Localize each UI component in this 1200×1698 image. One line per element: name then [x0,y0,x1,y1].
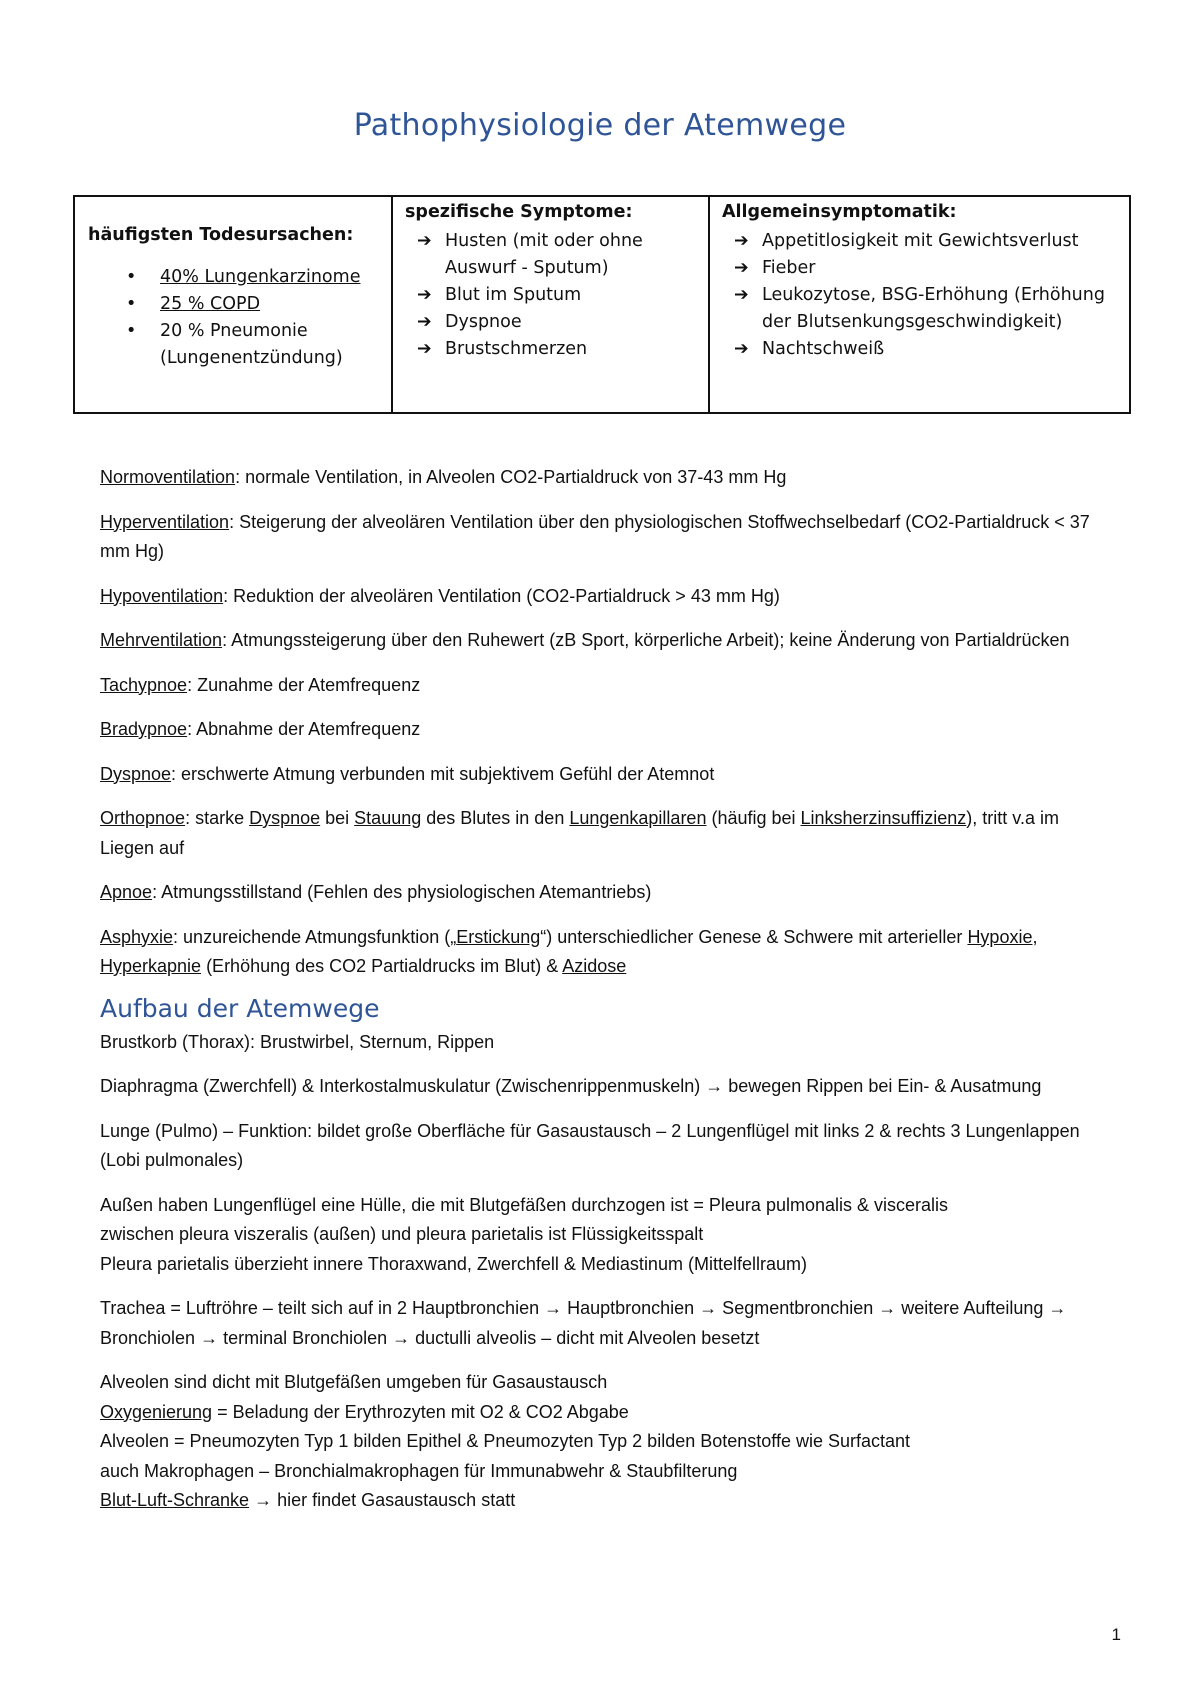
section-heading: Aufbau der Atemwege [100,993,380,1023]
definition-bradypnoe: Bradypnoe: Abnahme der Atemfrequenz [100,719,421,739]
paragraph-diaphragma: Diaphragma (Zwerchfell) & Interkostalmuskulatur (Zwischenrippenmuskeln) → bewegen Rippen bei Ein- & Ausatmung [100,1076,1042,1096]
list-item: ➔ Husten (mit oder ohne Auswurf - Sputum) [405,228,708,282]
definition-orthopnoe: Orthopnoe: starke Dyspnoe bei Stauung des Blutes in den Lungenkapillaren (häufig bei Linksherzinsuffizienz), tritt v.a im Liegen auf [100,808,1059,858]
arrow-right-icon: ➔ [417,312,432,332]
arrow-right-icon: ➔ [734,285,749,305]
arrow-right-icon: ➔ [734,339,749,359]
list-item: • 40% Lungenkarzinome [88,264,391,291]
specific-symptoms-list [405,228,708,363]
definition-hypoventilation: Hypoventilation: Reduktion der alveolären Ventilation (CO2-Partialdruck > 43 mm Hg) [100,585,780,606]
arrow-right-icon: ➔ [734,231,749,251]
definition-hyperventilation: Hyperventilation: Steigerung der alveolären Ventilation über den physiologischen Stoffwechselbedarf (CO2-Partialdruck < 37 mm Hg) [100,511,1090,561]
definition-tachypnoe: Tachypnoe: Zunahme der Atemfrequenz [100,674,421,695]
list-item: ➔ Appetitlosigkeit mit Gewichtsverlust [722,228,1129,255]
list-item: ➔ Nachtschweiß [722,336,1129,363]
table-cell-specific-symptoms [391,197,708,412]
arrow-right-icon: ➔ [417,231,432,251]
list-item: ➔ Brustschmerzen [405,336,708,363]
general-symptoms-list [722,228,1129,363]
definition-dyspnoe: Dyspnoe: erschwerte Atmung verbunden mit subjektivem Gefühl der Atemnot [100,763,715,784]
list-item: ➔ Fieber [722,255,1129,282]
table-cell-general-symptoms [708,197,1129,412]
page-title: Pathophysiologie der Atemwege [353,108,847,143]
paragraph-thorax: Brustkorb (Thorax): Brustwirbel, Sternum, Rippen [100,1031,495,1052]
paragraph-alveolen: Alveolen sind dicht mit Blutgefäßen umgeben für Gasaustausch Oxygenierung = Beladung der Erythrozyten mit O2 & CO2 Abgabe Alveolen = Pneumozyten Typ 1 bilden Epithel & Pneumozyten Typ 2 bilden Botenstoffe wie Surfactant auch Makrophagen – Bronchialmakrophagen für Immunabwehr & Staubfilterung Blut-Luft-Schranke → hier findet Gasaustausch statt [100,1372,911,1510]
paragraph-pleura: Außen haben Lungenflügel eine Hülle, die mit Blutgefäßen durchzogen ist = Pleura pulmonalis & visceralis zwischen pleura viszeralis (außen) und pleura parietalis ist Flüssigkeitsspalt Pleura parietalis überzieht innere Thoraxwand, Zwerchfell & Mediastinum (Mittelfellraum) [100,1194,949,1274]
arrow-right-icon: ➔ [734,258,749,278]
table-cell-causes [75,197,391,412]
list-item: ➔ Blut im Sputum [405,282,708,309]
definition-mehrventilation: Mehrventilation: Atmungssteigerung über den Ruhewert (zB Sport, körperliche Arbeit); keine Änderung von Partialdrücken [100,630,1070,650]
symptom-table [73,195,1131,414]
arrow-right-icon: ➔ [417,339,432,359]
paragraph-trachea: Trachea = Luftröhre – teilt sich auf in 2 Hauptbronchien → Hauptbronchien → Segmentbronchien → weitere Aufteilung → Bronchiolen → terminal Bronchiolen → ductulli alveolis – dicht mit Alveolen besetzt [100,1298,1067,1348]
definition-normoventilation: Normoventilation: normale Ventilation, in Alveolen CO2-Partialdruck von 37-43 mm Hg [100,467,787,487]
body-text [100,463,1110,1531]
list-item: • 25 % COPD [88,291,391,318]
list-item: ➔ Dyspnoe [405,309,708,336]
causes-heading: häufigsten Todesursachen: [88,225,354,245]
definition-apnoe: Apnoe: Atmungsstillstand (Fehlen des physiologischen Atemantriebs) [100,882,652,902]
page-number: 1 [1111,1625,1121,1644]
general-symptoms-heading: Allgemeinsymptomatik: [722,202,957,222]
arrow-right-icon: ➔ [417,285,432,305]
paragraph-lunge: Lunge (Pulmo) – Funktion: bildet große Oberfläche für Gasaustausch – 2 Lungenflügel mit links 2 & rechts 3 Lungenlappen (Lobi pulmonales) [100,1120,1080,1170]
list-item: ➔ Leukozytose, BSG-Erhöhung (Erhöhung der Blutsenkungsgeschwindigkeit) [722,282,1129,336]
definition-asphyxie: Asphyxie: unzureichende Atmungsfunktion („Erstickung“) unterschiedlicher Genese & Schwere mit arterieller Hypoxie, Hyperkapnie (Erhöhung des CO2 Partialdrucks im Blut) & Azidose [100,926,1038,976]
causes-list [88,264,391,372]
list-item: • 20 % Pneumonie (Lungenentzündung) [88,318,391,372]
specific-symptoms-heading: spezifische Symptome: [405,202,633,222]
